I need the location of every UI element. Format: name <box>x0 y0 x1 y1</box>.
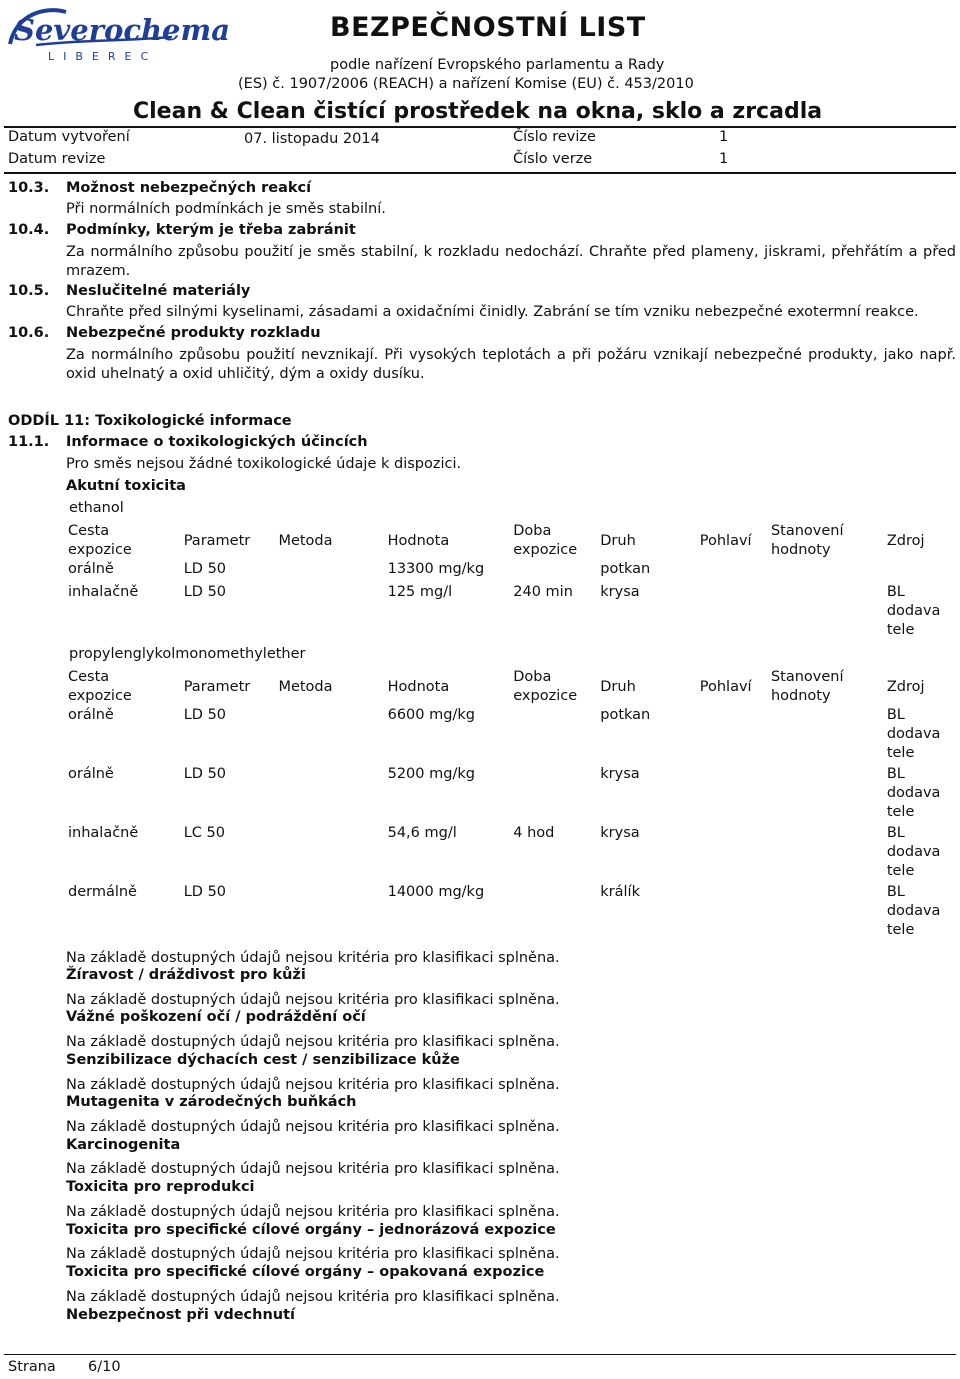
hazard-class-heading: Toxicita pro reprodukci <box>66 1179 255 1195</box>
cell-parameter: LC 50 <box>183 825 225 841</box>
cell-value: 5200 mg/kg <box>387 766 475 782</box>
cell-duration: 4 hod <box>513 825 555 841</box>
substance-name: propylenglykolmonomethylether <box>69 646 306 662</box>
logo-wordmark: Severochema <box>14 13 230 47</box>
table-header-row <box>66 668 960 706</box>
cell-source: BL dodava tele <box>886 825 941 879</box>
classification-note: Na základě dostupných údajů nejsou kritéria pro klasifikaci splněna. <box>66 1119 560 1135</box>
cell-method <box>276 706 385 765</box>
table-row <box>66 706 960 765</box>
hazard-class-heading: Žíravost / dráždivost pro kůži <box>66 967 306 983</box>
table-row <box>66 560 960 583</box>
created-label: Datum vytvoření <box>8 129 130 145</box>
created-value: 07. listopadu 2014 <box>244 131 380 147</box>
cell-source <box>885 560 960 583</box>
cell-route: orálně <box>68 561 114 577</box>
cell-determination <box>769 883 885 942</box>
revision-number-value: 1 <box>719 129 729 145</box>
hazard-class-heading: Senzibilizace dýchacích cest / senzibilizace kůže <box>66 1052 460 1068</box>
cell-method <box>276 824 385 883</box>
section-number: 10.4. <box>8 222 50 238</box>
header-species: Druh <box>600 532 636 549</box>
classification-note: Na základě dostupných údajů nejsou kritéria pro klasifikaci splněna. <box>66 1077 560 1093</box>
cell-parameter: LD 50 <box>183 766 227 782</box>
cell-method <box>276 583 385 645</box>
header-duration: Doba expozice <box>513 523 578 558</box>
cell-sex <box>698 824 769 883</box>
section-text: Za normálního způsobu použití nevznikají. Při vysokých teplotách a při požáru vznikají nebezpečné produkty, jako např. oxid uhelnatý a oxid uhličitý, dým a oxidy dusíku. <box>66 347 956 382</box>
classification-note: Na základě dostupných údajů nejsou kritéria pro klasifikaci splněna. <box>66 1246 560 1262</box>
cell-route: orálně <box>68 766 114 782</box>
cell-route: inhalačně <box>68 825 139 841</box>
cell-duration <box>511 560 598 583</box>
section-text: Pro směs nejsou žádné toxikologické údaje k dispozici. <box>66 456 462 472</box>
header-source: Zdroj <box>886 678 925 695</box>
regulation-line-2: (ES) č. 1907/2006 (REACH) a nařízení Komise (EU) č. 453/2010 <box>238 76 694 92</box>
cell-source: BL dodava tele <box>886 707 941 761</box>
cell-route: dermálně <box>68 884 137 900</box>
cell-sex <box>698 883 769 942</box>
cell-species: potkan <box>600 707 651 723</box>
subsection-heading: Akutní toxicita <box>66 478 186 494</box>
classification-note: Na základě dostupných údajů nejsou kritéria pro klasifikaci splněna. <box>66 992 560 1008</box>
cell-determination <box>769 824 885 883</box>
header-parameter: Parametr <box>183 532 251 549</box>
cell-value: 13300 mg/kg <box>387 561 485 577</box>
cell-method <box>276 560 385 583</box>
classification-note: Na základě dostupných údajů nejsou kritéria pro klasifikaci splněna. <box>66 1204 560 1220</box>
section-number: 10.6. <box>8 325 50 341</box>
cell-species: krysa <box>600 766 640 782</box>
section-text: Při normálních podmínkách je směs stabilní. <box>66 201 386 217</box>
cell-sex <box>698 560 769 583</box>
company-logo <box>6 4 230 66</box>
header-value: Hodnota <box>387 678 450 695</box>
section-text: Za normálního způsobu použití je směs stabilní, k rozkladu nedochází. Chraňte před plameny, jiskrami, přehřátím a před mrazem. <box>66 244 956 279</box>
cell-method <box>276 883 385 942</box>
section-number: 10.3. <box>8 180 50 196</box>
section-number: 10.5. <box>8 283 50 299</box>
hazard-class-heading: Toxicita pro specifické cílové orgány – jednorázová expozice <box>66 1222 556 1238</box>
cell-determination <box>769 765 885 824</box>
cell-value: 14000 mg/kg <box>387 884 485 900</box>
table-row <box>66 765 960 824</box>
cell-sex <box>698 706 769 765</box>
header-source: Zdroj <box>886 532 925 549</box>
table-row <box>66 583 960 645</box>
page-label: Strana <box>8 1359 56 1375</box>
substance-name: ethanol <box>69 500 124 516</box>
hazard-class-heading: Nebezpečnost při vdechnutí <box>66 1307 296 1323</box>
ethanol-toxicity-table <box>66 522 960 645</box>
header-method: Metoda <box>278 678 333 695</box>
hazard-class-heading: Mutagenita v zárodečných buňkách <box>66 1094 357 1110</box>
section-heading: Možnost nebezpečných reakcí <box>66 180 312 196</box>
cell-route: inhalačně <box>68 584 139 600</box>
classification-note: Na základě dostupných údajů nejsou kritéria pro klasifikaci splněna. <box>66 950 560 966</box>
table-header-row <box>66 522 960 560</box>
cell-species: potkan <box>600 561 651 577</box>
cell-value: 6600 mg/kg <box>387 707 475 723</box>
pgme-toxicity-table <box>66 668 960 942</box>
revision-number-label: Číslo revize <box>513 129 596 145</box>
section-number: 11.1. <box>8 434 50 450</box>
cell-duration: 240 min <box>513 584 573 600</box>
cell-duration <box>511 706 598 765</box>
cell-determination <box>769 706 885 765</box>
logo-subtext: LIBEREC <box>48 50 158 63</box>
cell-route: orálně <box>68 707 114 723</box>
cell-method <box>276 765 385 824</box>
cell-species: králík <box>600 884 640 900</box>
cell-source: BL dodava tele <box>886 884 941 938</box>
cell-sex <box>698 765 769 824</box>
header-value: Hodnota <box>387 532 450 549</box>
header-sex: Pohlaví <box>699 532 752 549</box>
header-divider-bottom <box>4 172 956 174</box>
cell-species: krysa <box>600 584 640 600</box>
header-divider-top <box>4 126 956 128</box>
header-method: Metoda <box>278 532 333 549</box>
part-heading: ODDÍL 11: Toxikologické informace <box>8 413 292 429</box>
hazard-class-heading: Toxicita pro specifické cílové orgány – opakovaná expozice <box>66 1264 545 1280</box>
header-species: Druh <box>600 678 636 695</box>
header-determination: Stanovení hodnoty <box>770 523 844 558</box>
cell-determination <box>769 583 885 645</box>
hazard-class-heading: Karcinogenita <box>66 1137 181 1153</box>
header-route: Cesta expozice <box>68 523 132 558</box>
version-number-value: 1 <box>719 151 729 167</box>
classification-note: Na základě dostupných údajů nejsou kritéria pro klasifikaci splněna. <box>66 1289 560 1305</box>
cell-species: krysa <box>600 825 640 841</box>
header-determination: Stanovení hodnoty <box>770 669 844 704</box>
header-sex: Pohlaví <box>699 678 752 695</box>
cell-duration <box>511 765 598 824</box>
section-heading: Nebezpečné produkty rozkladu <box>66 325 321 341</box>
regulation-line-1: podle nařízení Evropského parlamentu a Rady <box>330 57 665 73</box>
classification-note: Na základě dostupných údajů nejsou kritéria pro klasifikaci splněna. <box>66 1034 560 1050</box>
section-heading: Neslučitelné materiály <box>66 283 251 299</box>
classification-note: Na základě dostupných údajů nejsou kritéria pro klasifikaci splněna. <box>66 1161 560 1177</box>
cell-parameter: LD 50 <box>183 707 227 723</box>
version-number-label: Číslo verze <box>513 151 593 167</box>
cell-parameter: LD 50 <box>183 561 227 577</box>
document-title: BEZPEČNOSTNÍ LIST <box>330 12 646 43</box>
product-name: Clean & Clean čistící prostředek na okna, sklo a zrcadla <box>133 99 823 124</box>
section-heading: Podmínky, kterým je třeba zabránit <box>66 222 356 238</box>
cell-value: 54,6 mg/l <box>387 825 457 841</box>
cell-value: 125 mg/l <box>387 584 453 600</box>
page-number: 6/10 <box>88 1359 121 1375</box>
table-row <box>66 824 960 883</box>
hazard-class-heading: Vážné poškození očí / podráždění očí <box>66 1009 366 1025</box>
section-heading: Informace o toxikologických účincích <box>66 434 368 450</box>
cell-sex <box>698 583 769 645</box>
cell-parameter: LD 50 <box>183 884 227 900</box>
table-row <box>66 883 960 942</box>
header-route: Cesta expozice <box>68 669 132 704</box>
cell-duration <box>511 883 598 942</box>
header-parameter: Parametr <box>183 678 251 695</box>
cell-determination <box>769 560 885 583</box>
header-duration: Doba expozice <box>513 669 578 704</box>
cell-source: BL dodava tele <box>886 584 941 638</box>
footer-divider <box>4 1354 956 1355</box>
cell-source: BL dodava tele <box>886 766 941 820</box>
revision-date-label: Datum revize <box>8 151 106 167</box>
cell-parameter: LD 50 <box>183 584 227 600</box>
page-footer <box>8 1359 121 1375</box>
section-text: Chraňte před silnými kyselinami, zásadami a oxidačními činidly. Zabrání se tím vzniku nebezpečné exotermní reakce. <box>66 304 919 320</box>
